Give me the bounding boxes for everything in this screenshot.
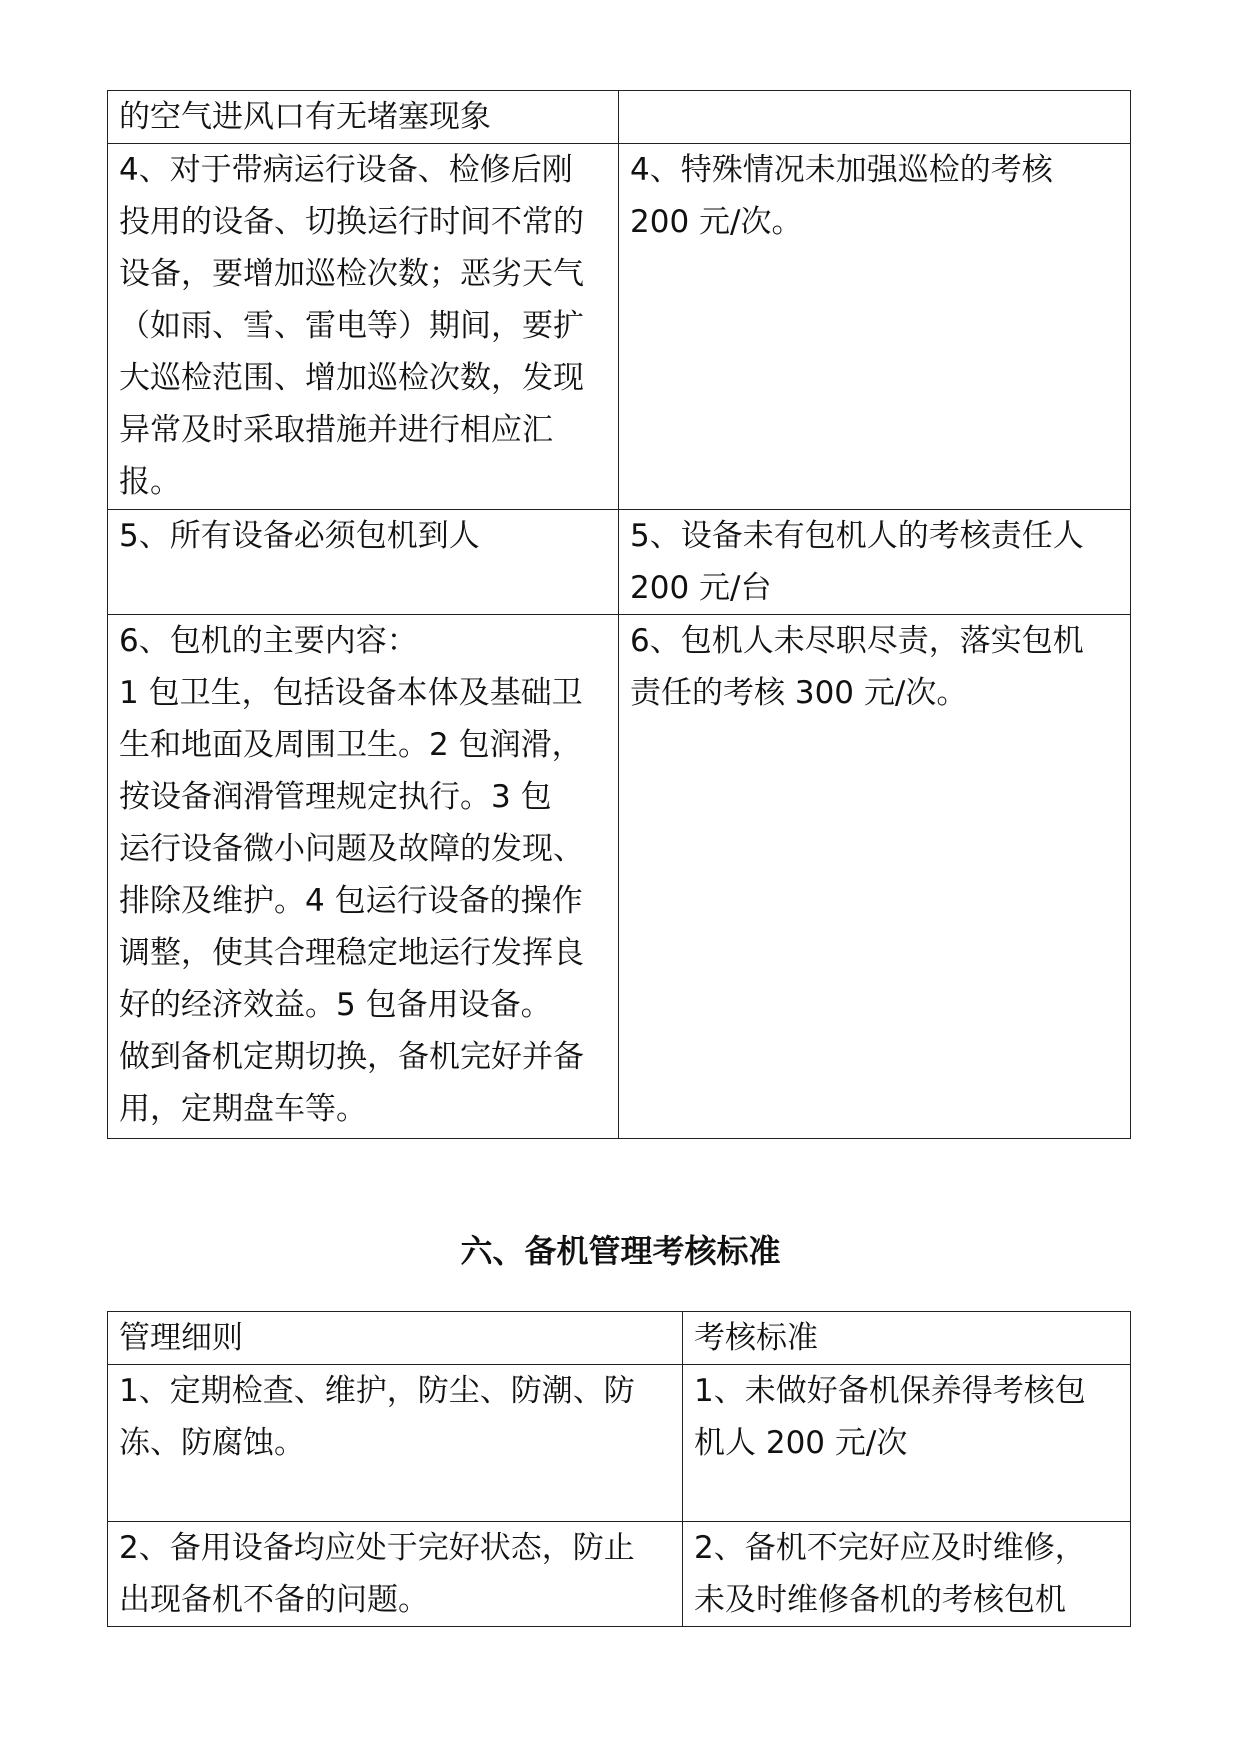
table-row xyxy=(108,144,1131,510)
cell-text-line: 大巡检范围、增加巡检次数，发现 xyxy=(119,360,584,396)
header-cell-rules xyxy=(108,1312,683,1365)
table-row xyxy=(108,1522,1131,1627)
rule-cell xyxy=(108,1522,683,1627)
table-row xyxy=(108,91,1131,144)
cell-text-line: 的空气进风口有无堵塞现象 xyxy=(119,99,491,135)
inspection-standards-table xyxy=(107,90,1131,1139)
column-header: 管理细则 xyxy=(119,1320,243,1356)
penalty-cell xyxy=(683,1365,1131,1522)
rule-cell xyxy=(108,144,619,510)
penalty-cell xyxy=(619,510,1131,615)
cell-text-line: 1、定期检查、维护，防尘、防潮、防 xyxy=(119,1373,635,1409)
cell-text-line: 1 包卫生，包括设备本体及基础卫 xyxy=(119,675,583,711)
cell-text-line: 6、包机人未尽职尽责，落实包机 xyxy=(630,623,1084,659)
cell-text-line: 设备，要增加巡检次数；恶劣天气 xyxy=(119,256,584,292)
penalty-cell xyxy=(683,1522,1131,1627)
cell-text-line: 4、特殊情况未加强巡检的考核 xyxy=(630,152,1053,188)
table-row xyxy=(108,510,1131,615)
rule-cell xyxy=(108,615,619,1139)
cell-text-line: 按设备润滑管理规定执行。3 包 xyxy=(119,779,552,815)
cell-text-line: 冻、防腐蚀。 xyxy=(119,1425,305,1461)
table-row xyxy=(108,1365,1131,1522)
cell-text-line: 5、所有设备必须包机到人 xyxy=(119,518,480,554)
table-header-row xyxy=(108,1312,1131,1365)
cell-text-line: （如雨、雪、雷电等）期间，要扩 xyxy=(119,308,584,344)
rule-cell xyxy=(108,1365,683,1522)
header-cell-standards xyxy=(683,1312,1131,1365)
cell-text-line: 6、包机的主要内容： xyxy=(119,623,418,659)
penalty-cell xyxy=(619,91,1131,144)
cell-text-line: 用，定期盘车等。 xyxy=(119,1091,367,1127)
cell-text-line: 未及时维修备机的考核包机 xyxy=(694,1582,1066,1618)
rule-cell xyxy=(108,91,619,144)
rule-cell xyxy=(108,510,619,615)
penalty-cell xyxy=(619,144,1131,510)
cell-text-line: 200 元/台 xyxy=(630,570,772,606)
cell-text-line: 运行设备微小问题及故障的发现、 xyxy=(119,831,584,867)
standby-equipment-standards-table xyxy=(107,1311,1131,1627)
table-row xyxy=(108,615,1131,1139)
cell-text-line: 200 元/次。 xyxy=(630,204,803,240)
cell-text-line: 投用的设备、切换运行时间不常的 xyxy=(119,204,584,240)
penalty-cell xyxy=(619,615,1131,1139)
cell-text-line: 异常及时采取措施并进行相应汇 xyxy=(119,412,553,448)
column-header: 考核标准 xyxy=(694,1320,818,1356)
cell-text-line: 出现备机不备的问题。 xyxy=(119,1582,429,1618)
cell-text-line: 4、对于带病运行设备、检修后刚 xyxy=(119,152,573,188)
cell-text-line: 生和地面及周围卫生。2 包润滑， xyxy=(119,727,583,763)
cell-text-line: 好的经济效益。5 包备用设备。 xyxy=(119,987,552,1023)
cell-text-line: 报。 xyxy=(119,464,181,500)
cell-text-line: 5、设备未有包机人的考核责任人 xyxy=(630,518,1084,554)
cell-text-line: 责任的考核 300 元/次。 xyxy=(630,675,968,711)
cell-text-line: 2、备用设备均应处于完好状态，防止 xyxy=(119,1530,635,1566)
cell-text-line: 2、备机不完好应及时维修， xyxy=(694,1530,1086,1566)
cell-text-line: 机人 200 元/次 xyxy=(694,1425,908,1461)
cell-text-line: 做到备机定期切换，备机完好并备 xyxy=(119,1039,584,1075)
cell-text-line: 调整，使其合理稳定地运行发挥良 xyxy=(119,935,584,971)
section-title: 六、备机管理考核标准 xyxy=(460,1232,781,1270)
cell-text-line: 1、未做好备机保养得考核包 xyxy=(694,1373,1086,1409)
cell-text-line: 排除及维护。4 包运行设备的操作 xyxy=(119,883,583,919)
